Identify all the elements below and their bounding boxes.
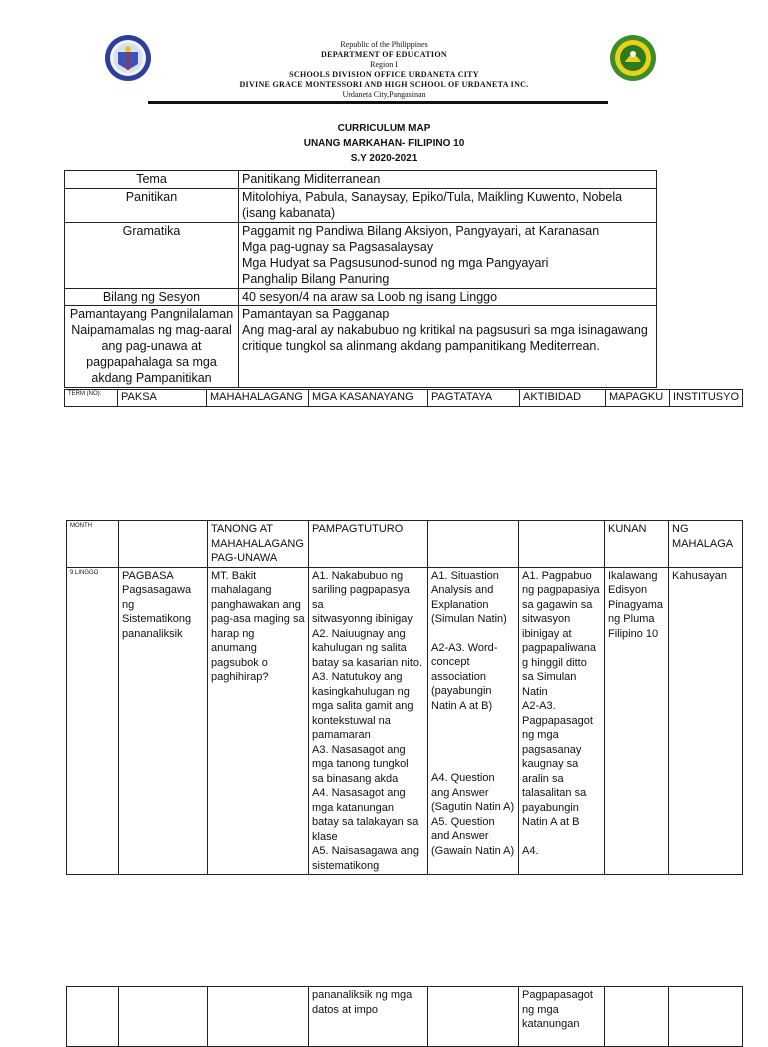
- cell-line: Analysis and: [431, 584, 494, 596]
- month-cell: 9 LINGGO: [67, 567, 119, 875]
- cell-line: A3. Nasasagot ang: [312, 743, 406, 756]
- info-table: [64, 170, 657, 388]
- pagtataya-group: [431, 771, 515, 858]
- cell-line: ibinigay at: [522, 627, 572, 640]
- gramatika-line: Paggamit ng Pandiwa Bilang Aksiyon, Pangyayari, at Karanasan: [242, 224, 600, 238]
- tanong-header: [208, 521, 309, 568]
- kasanayang-header: MGA KASANAYANG: [309, 390, 428, 407]
- cell-line: Pagsasagawa ng: [122, 584, 192, 611]
- cell-line: A2. Naiuugnay ang: [312, 627, 406, 640]
- mahahalagang-header: MAHAHALAGANG: [207, 390, 309, 407]
- cell-line: A3. Natutukoy ang: [312, 671, 403, 683]
- cell-line: aralin sa: [522, 772, 564, 785]
- cell-line: concept: [431, 656, 470, 668]
- cell-line: A1. Pagpabuo: [522, 569, 592, 582]
- kunan-header: KUNAN: [605, 521, 669, 568]
- cell-line: ng mga: [522, 1003, 559, 1016]
- ng-mahalaga-header: [669, 521, 743, 568]
- division-line: SCHOOLS DIVISION OFFICE URDANETA CITY: [289, 70, 479, 79]
- tanong-header-line: PAG-UNAWA: [211, 552, 278, 564]
- empty-cell: [428, 987, 519, 1047]
- cell-line: MT. Bakit: [211, 569, 257, 582]
- cell-line: kasingkahulugan ng: [312, 685, 410, 698]
- cell-line: Sistematikong: [122, 613, 192, 625]
- table-row: [67, 987, 743, 1047]
- cell-line: pagpapaliwana: [522, 642, 597, 654]
- tema-label: Tema: [65, 171, 239, 189]
- cell-line: ng pagpapasiya: [522, 584, 600, 596]
- ng-line: NG: [672, 523, 689, 535]
- tanong-header-line: MAHAHALAGANG: [211, 537, 304, 550]
- cell-line: ang Answer: [431, 786, 489, 799]
- cell-line: pamamaran: [312, 729, 371, 741]
- pamantayan-line: akdang Pampanitikan: [91, 371, 212, 385]
- pagganap-value: [239, 306, 657, 388]
- school-line: DIVINE GRACE MONTESSORI AND HIGH SCHOOL OF URDANETA INC.: [239, 80, 529, 89]
- aktibidad-cell: [519, 987, 605, 1047]
- cell-line: pananaliksik: [122, 627, 183, 640]
- cell-line: paghihirap?: [211, 671, 269, 683]
- cell-line: A4. Question: [431, 772, 495, 784]
- pagtataya-group: [431, 641, 515, 714]
- cell-line: kaugnay sa: [522, 758, 579, 770]
- cell-line: pananaliksik ng mga: [312, 989, 413, 1001]
- empty-cell: [208, 987, 309, 1047]
- city-line: Urdaneta City,Pangasinan: [342, 90, 426, 99]
- cell-line: katanungan: [522, 1018, 580, 1030]
- cell-line: A4. Nasasagot ang: [312, 787, 406, 799]
- cell-line: pagsubok o: [211, 656, 268, 669]
- cell-line: (Gawain Natin A): [431, 844, 515, 857]
- cell-line: mahalagang: [211, 584, 272, 596]
- cell-line: [522, 830, 601, 845]
- cell-line: batay sa kasarian nito.: [312, 656, 423, 669]
- cell-line: pag-asa maging sa: [211, 613, 305, 625]
- cell-line: kahulugan ng salita: [312, 642, 407, 654]
- institusyonal-cell: [669, 567, 743, 875]
- pagtataya-header: PAGTATAYA: [428, 390, 520, 407]
- cell-line: Natin A at B: [522, 816, 580, 828]
- cell-line: ng mga: [522, 729, 559, 741]
- pamantayan-line: ang pag-unawa at: [101, 339, 202, 353]
- title-line-2: UNANG MARKAHAN- FILIPINO 10: [303, 138, 465, 149]
- gramatika-line: Mga Hudyat sa Pagsusunod-sunod ng mga Pangyayari: [242, 256, 549, 270]
- cell-line: Natin A at B): [431, 699, 493, 712]
- empty-cell: [119, 521, 208, 568]
- mapagkukunan-cell: [605, 567, 669, 875]
- table-row: [67, 567, 743, 875]
- term-header: TERM (NO):: [65, 390, 118, 407]
- cell-line: A2-A3.: [522, 700, 556, 712]
- cell-line: A1. Nakabubuo ng: [312, 569, 404, 582]
- tanong-header-line: TANONG AT: [211, 523, 273, 535]
- cell-line: Kahusayan: [672, 569, 728, 582]
- empty-cell: [605, 987, 669, 1047]
- cell-line: sa Simulan: [522, 671, 577, 683]
- cell-line: Edisyon: [608, 584, 648, 596]
- gramatika-label: Gramatika: [65, 223, 239, 289]
- institusyo-header: INSTITUSYO: [670, 390, 743, 407]
- cell-line: A2-A3. Word-: [431, 641, 498, 654]
- empty-cell: [669, 987, 743, 1047]
- cell-line: Natin: [522, 685, 548, 698]
- cell-line: anumang: [211, 642, 257, 654]
- pagganap-title: Pamantayan sa Pagganap: [242, 307, 390, 321]
- sesyon-value: 40 sesyon/4 na araw sa Loob ng isang Linggo: [239, 289, 657, 306]
- pagganap-line: Ang mag-aral ay nakabubuo ng kritikal na pagsusuri sa mga isinagawang: [242, 323, 648, 337]
- department-line: DEPARTMENT OF EDUCATION: [321, 50, 447, 59]
- pagtataya-group: [431, 569, 515, 627]
- cell-line: PAGBASA: [122, 569, 174, 582]
- paksa-header: PAKSA: [118, 390, 207, 407]
- kasanayan-cell: [309, 987, 428, 1047]
- pamantayan-line: Naipamamalas ng mag-aaral: [71, 323, 232, 337]
- title-line-3: S.Y 2020-2021: [350, 153, 418, 164]
- cell-line: pagsasanay: [522, 743, 582, 756]
- cell-line: sa gagawin sa: [522, 598, 593, 611]
- cell-line: panghawakan ang: [211, 598, 301, 611]
- tanong-cell: [208, 567, 309, 875]
- header-cont-row: [67, 521, 743, 568]
- cell-line: A5. Question: [431, 815, 495, 828]
- cell-line: Pagpapasagot: [522, 714, 593, 727]
- letterhead: [0, 40, 768, 100]
- empty-cell: [519, 521, 605, 568]
- tema-value: Panitikang Miditerranean: [239, 171, 657, 189]
- cell-line: Filipino 10: [608, 627, 659, 640]
- cell-line: mga katanungan: [312, 801, 394, 814]
- cell-line: and Answer: [431, 830, 489, 842]
- cell-line: (Simulan Natin): [431, 613, 507, 625]
- pamantayan-line: pagpapahalaga sa mga: [86, 355, 217, 369]
- cell-line: ng Pluma: [608, 613, 655, 625]
- cell-line: Pinagyama: [608, 598, 664, 611]
- cell-line: sistematikong: [312, 859, 380, 872]
- kasanayan-cell: [309, 567, 428, 875]
- cell-line: A1. Situastion: [431, 569, 499, 582]
- panitikan-value: [239, 189, 657, 223]
- cell-line: Ikalawang: [608, 569, 658, 582]
- sesyon-label: Bilang ng Sesyon: [65, 289, 239, 306]
- cell-line: sitwasyon: [522, 613, 571, 625]
- paksa-cell: [119, 567, 208, 875]
- empty-cell: [428, 521, 519, 568]
- gramatika-line: Panghalip Bilang Panuring: [242, 272, 390, 286]
- mahalaga-line: MAHALAGA: [672, 537, 734, 550]
- cell-line: association: [431, 670, 487, 683]
- cell-line: talasalitan sa: [522, 787, 587, 799]
- cell-line: Explanation: [431, 598, 489, 611]
- empty-cell: [67, 987, 119, 1047]
- cell-line: datos at impo: [312, 1003, 379, 1016]
- cell-line: payabungin: [522, 801, 579, 814]
- aktibidad-header: AKTIBIDAD: [520, 390, 606, 407]
- cell-line: sitwasyonng ibinigay: [312, 613, 413, 625]
- cell-line: mga salita gamit ang: [312, 700, 414, 712]
- mapagku-header: MAPAGKU: [606, 390, 670, 407]
- region-line: Region I: [370, 60, 398, 69]
- cell-line: Pagpapasagot: [522, 989, 593, 1001]
- pamantayan-line: Pamantayang Pangnilalaman: [69, 307, 234, 321]
- cell-line: sariling pagpapasya sa: [312, 584, 410, 611]
- pagganap-line: critique tungkol sa alinmang akdang pampanitikang Mediterrean.: [242, 339, 600, 353]
- cell-line: (payabungin: [431, 685, 492, 697]
- pampagtuturo-header: PAMPAGTUTURO: [309, 521, 428, 568]
- cell-line: klase: [312, 830, 338, 843]
- pagtataya-cell: [428, 567, 519, 875]
- panitikan-label: Panitikan: [65, 189, 239, 223]
- cell-line: A5. Naisasagawa ang: [312, 845, 420, 857]
- cell-line: (Sagutin Natin A): [431, 801, 515, 813]
- cell-line: kontekstuwal na: [312, 714, 391, 727]
- cell-line: A4.: [522, 845, 539, 857]
- gramatika-line: Mga pag-ugnay sa Pagsasalaysay: [242, 240, 434, 254]
- cell-line: sa binasang akda: [312, 772, 399, 785]
- document-title: [0, 121, 768, 166]
- empty-cell: [119, 987, 208, 1047]
- curriculum-map-table-cont: [66, 986, 743, 1047]
- aktibidad-cell: [519, 567, 605, 875]
- gramatika-value: [239, 223, 657, 289]
- panitikan-line: Mitolohiya, Pabula, Sanaysay, Epiko/Tula, Maikling Kuwento, Nobela: [242, 190, 623, 204]
- republic-line: Republic of the Philippines: [340, 40, 428, 49]
- pamantayan-label: [65, 306, 239, 388]
- month-header: MONTH: [67, 521, 119, 568]
- panitikan-line: (isang kabanata): [242, 206, 336, 220]
- cell-line: g hinggil ditto: [522, 656, 587, 669]
- map-header-table: [64, 389, 743, 407]
- cell-line: mga tanong tungkol: [312, 758, 409, 770]
- header-divider: [148, 101, 608, 104]
- cell-line: batay sa talakayan sa: [312, 816, 419, 828]
- title-line-1: CURRICULUM MAP: [337, 123, 431, 134]
- cell-line: harap ng: [211, 627, 255, 640]
- curriculum-map-table: [66, 520, 743, 875]
